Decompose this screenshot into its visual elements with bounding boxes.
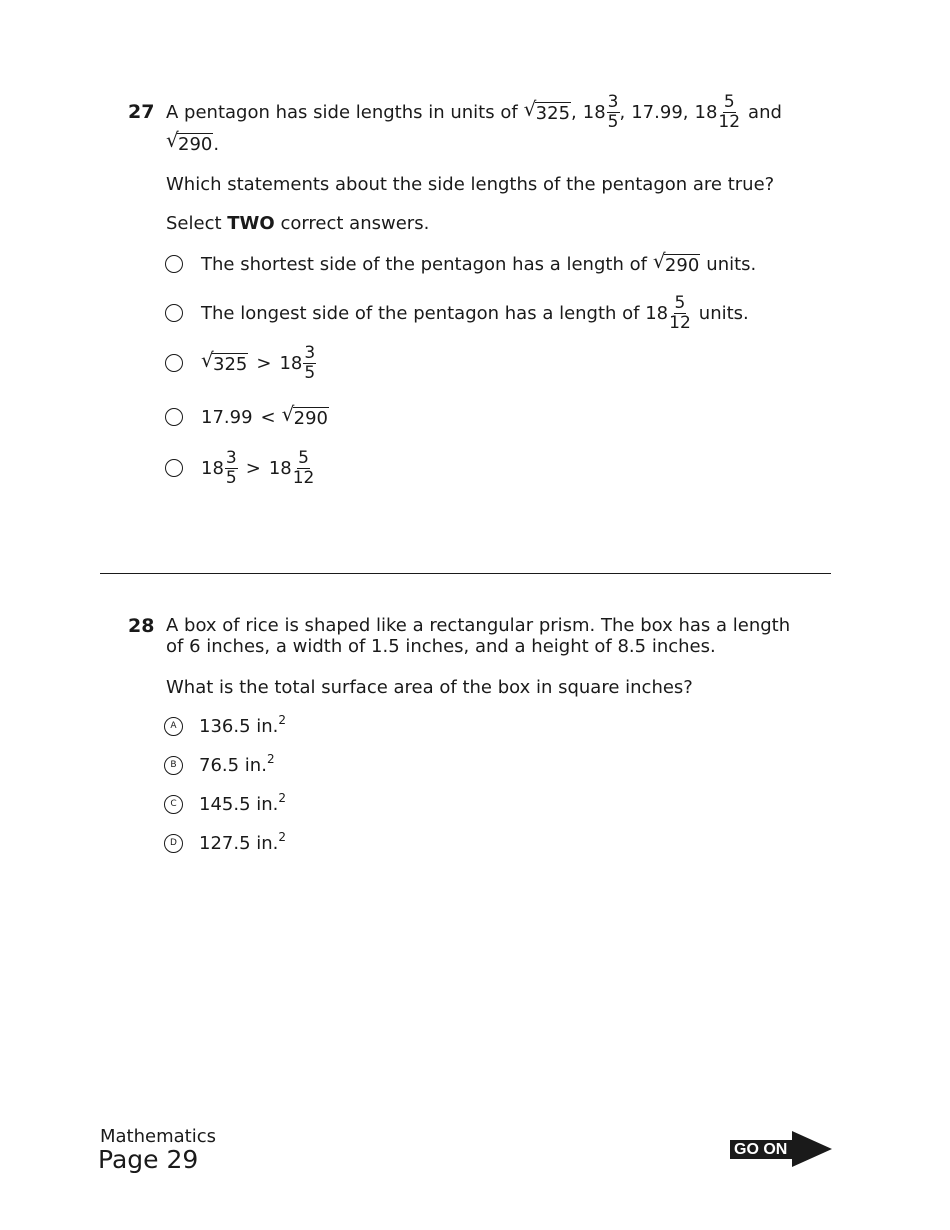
choice-letter-a[interactable]: A (164, 717, 183, 736)
footer-subject: Mathematics (100, 1126, 216, 1147)
mixed-number-18-3-5: 18 $\frac{3}{5}$ (582, 91, 619, 132)
q27-intro: A pentagon has side lengths in units of (166, 101, 518, 123)
choice-letter-c[interactable]: C (164, 795, 183, 814)
q27-option-5[interactable] (165, 447, 314, 489)
sqrt-325: √ 325 (523, 96, 571, 124)
question-28-stem-line1: A box of rice is shaped like a rectangular prism. The box has a length (166, 615, 791, 636)
question-number-27: 27 (128, 101, 155, 123)
option-text: 17.99 < √ 290 (201, 401, 328, 429)
comma: , (571, 101, 577, 123)
sqrt-290: √ 290 (166, 128, 213, 155)
option-text: √ 325 > 18 $\frac{3}{5}$ (201, 342, 316, 383)
option-text: 18 $\frac{3}{5}$ > 18 $\frac{5}{12}$ (201, 447, 315, 488)
q27-option-2[interactable] (165, 292, 749, 334)
question-28-prompt: What is the total surface area of the box in square inches? (166, 677, 693, 698)
q27-option-1[interactable] (165, 248, 757, 276)
q28-option-b[interactable] (164, 753, 275, 777)
radio-button[interactable] (165, 304, 183, 322)
option-text: The longest side of the pentagon has a length of 18 $\frac{5}{12}$ units. (201, 292, 749, 333)
radio-button[interactable] (165, 354, 183, 372)
section-divider (100, 573, 831, 574)
radio-button[interactable] (165, 255, 183, 273)
comma: , (619, 101, 626, 123)
decimal-17-99: 17.99, (631, 101, 689, 123)
radio-button[interactable] (165, 459, 183, 477)
choice-letter-b[interactable]: B (164, 756, 183, 775)
and-text: and (748, 101, 782, 123)
question-27-instruction: Select TWO correct answers. (166, 213, 430, 234)
option-text: 145.5 in.$^2$ (199, 790, 287, 815)
go-on-indicator (730, 1131, 832, 1167)
footer-page-number: Page 29 (98, 1145, 199, 1174)
q28-option-c[interactable] (164, 792, 286, 816)
go-on-label: GO ON (730, 1140, 796, 1159)
option-text: 127.5 in.$^2$ (199, 829, 287, 854)
q28-option-a[interactable] (164, 714, 286, 738)
q27-option-3[interactable] (165, 342, 316, 384)
question-27-prompt: Which statements about the side lengths of the pentagon are true? (166, 174, 775, 195)
question-27-stem-line2: √ 290. (166, 128, 220, 155)
question-27-stem-line1 (166, 93, 782, 131)
option-text: The shortest side of the pentagon has a length of √ 290 units. (201, 248, 757, 276)
question-number-28: 28 (128, 615, 155, 637)
q28-option-d[interactable] (164, 831, 286, 855)
question-28-stem-line2: of 6 inches, a width of 1.5 inches, and a height of 8.5 inches. (166, 636, 716, 657)
radio-button[interactable] (165, 408, 183, 426)
q27-option-4[interactable] (165, 401, 329, 429)
option-text: 136.5 in.$^2$ (199, 712, 287, 737)
mixed-number-18-5-12: 18 $\frac{5}{12}$ (694, 91, 741, 132)
option-text: 76.5 in.$^2$ (199, 751, 275, 776)
choice-letter-d[interactable]: D (164, 834, 183, 853)
